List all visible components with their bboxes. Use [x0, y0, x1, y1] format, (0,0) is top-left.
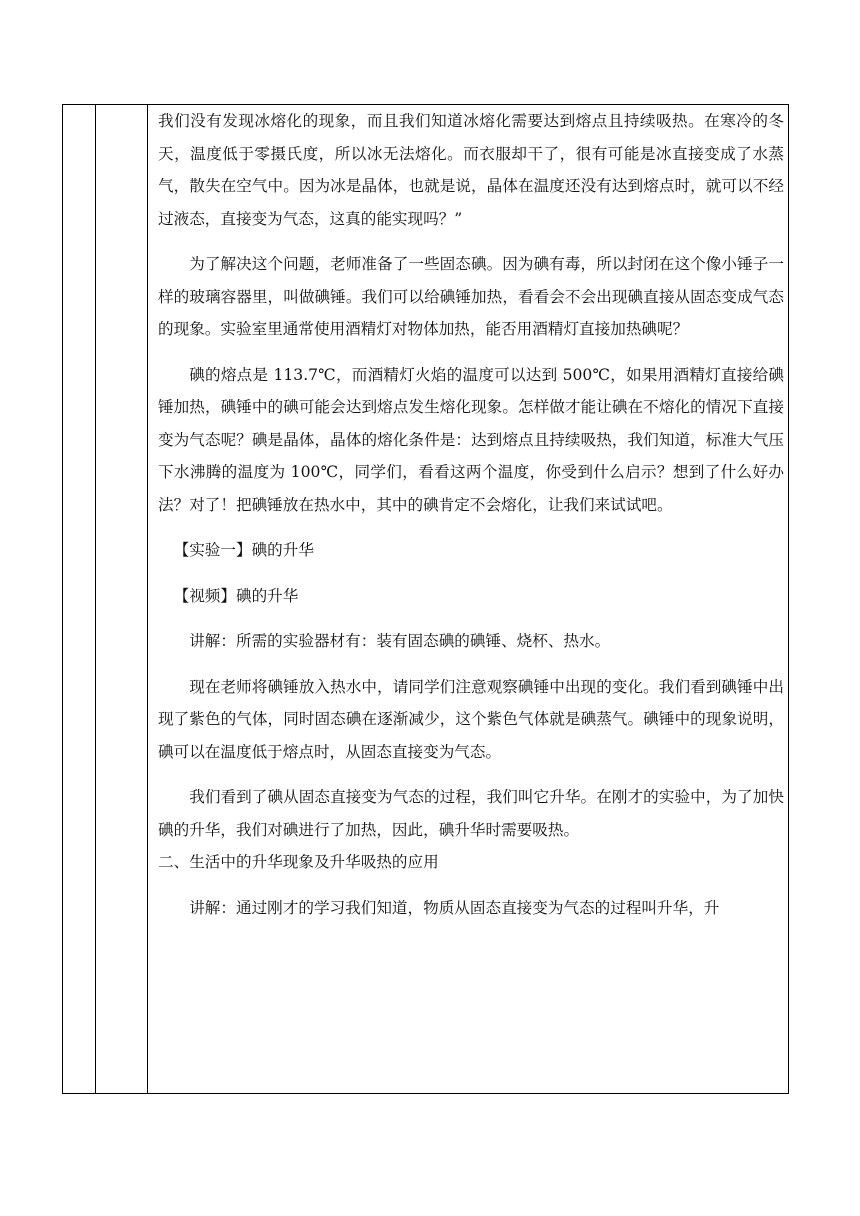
paragraph-iodine-hammer: 为了解决这个问题，老师准备了一些固态碘。因为碘有毒，所以封闭在这个像小锤子一样的玻璃容器里，叫做碘锤。我们可以给碘锤加热，看看会不会出现碘直接从固态变成气态的现象。实验室里通常使用酒精灯对物体加热，能否用酒精灯直接加热碘呢？ — [158, 255, 784, 338]
lesson-content-cell — [158, 105, 784, 924]
lesson-table — [62, 104, 789, 1094]
paragraph-melting-point: 碘的熔点是 113.7℃，而酒精灯火焰的温度可以达到 500℃，如果用酒精灯直接给碘锤加热，碘锤中的碘可能会达到熔点发生熔化现象。怎样做才能让碘在不熔化的情况下直接变为气态呢？碘是晶体，晶体的熔化条件是：达到熔点且持续吸热，我们知道，标准大气压下水沸腾的温度为 100℃，同学们，看看这两个温度，你受到什么启示？想到了什么好办法？对了！把碘锤放在热水中，其中的碘肯定不会熔化，让我们来试试吧。 — [158, 365, 784, 514]
paragraph-explanation: 讲解：通过刚才的学习我们知道，物质从固态直接变为气态的过程叫升华，升 — [189, 898, 720, 917]
paragraph-observation: 现在老师将碘锤放入热水中，请同学们注意观察碘锤中出现的变化。我们看到碘锤中出现了紫色的气体，同时固态碘在逐渐减少，这个紫色气体就是碘蒸气。碘锤中的现象说明，碘可以在温度低于熔点时，从固态直接变为气态。 — [158, 677, 784, 761]
paragraph-sublimation-definition: 我们看到了碘从固态直接变为气态的过程，我们叫它升华。在刚才的实验中，为了加快碘的升华，我们对碘进行了加热，因此，碘升华时需要吸热。 — [158, 788, 784, 839]
table-column-divider — [147, 105, 148, 1093]
paragraph-ice-sublimation: 我们没有发现冰熔化的现象，而且我们知道冰熔化需要达到熔点且持续吸热。在寒冷的冬天，温度低于零摄氏度，所以冰无法熔化。而衣服却干了，很有可能是冰直接变成了水蒸气，散失在空气中。因为冰是晶体，也就是说，晶体在温度还没有达到熔点时，就可以不经过液态，直接变为气态，这真的能实现吗？” — [158, 112, 784, 228]
experiment-label: 【实验一】碘的升华 — [173, 541, 314, 559]
video-label: 【视频】碘的升华 — [173, 586, 299, 605]
table-column-divider — [95, 105, 96, 1093]
paragraph-equipment: 讲解：所需的实验器材有：装有固态碘的碘锤、烧杯、热水。 — [189, 632, 611, 650]
section-heading: 二、生活中的升华现象及升华吸热的应用 — [158, 853, 439, 871]
